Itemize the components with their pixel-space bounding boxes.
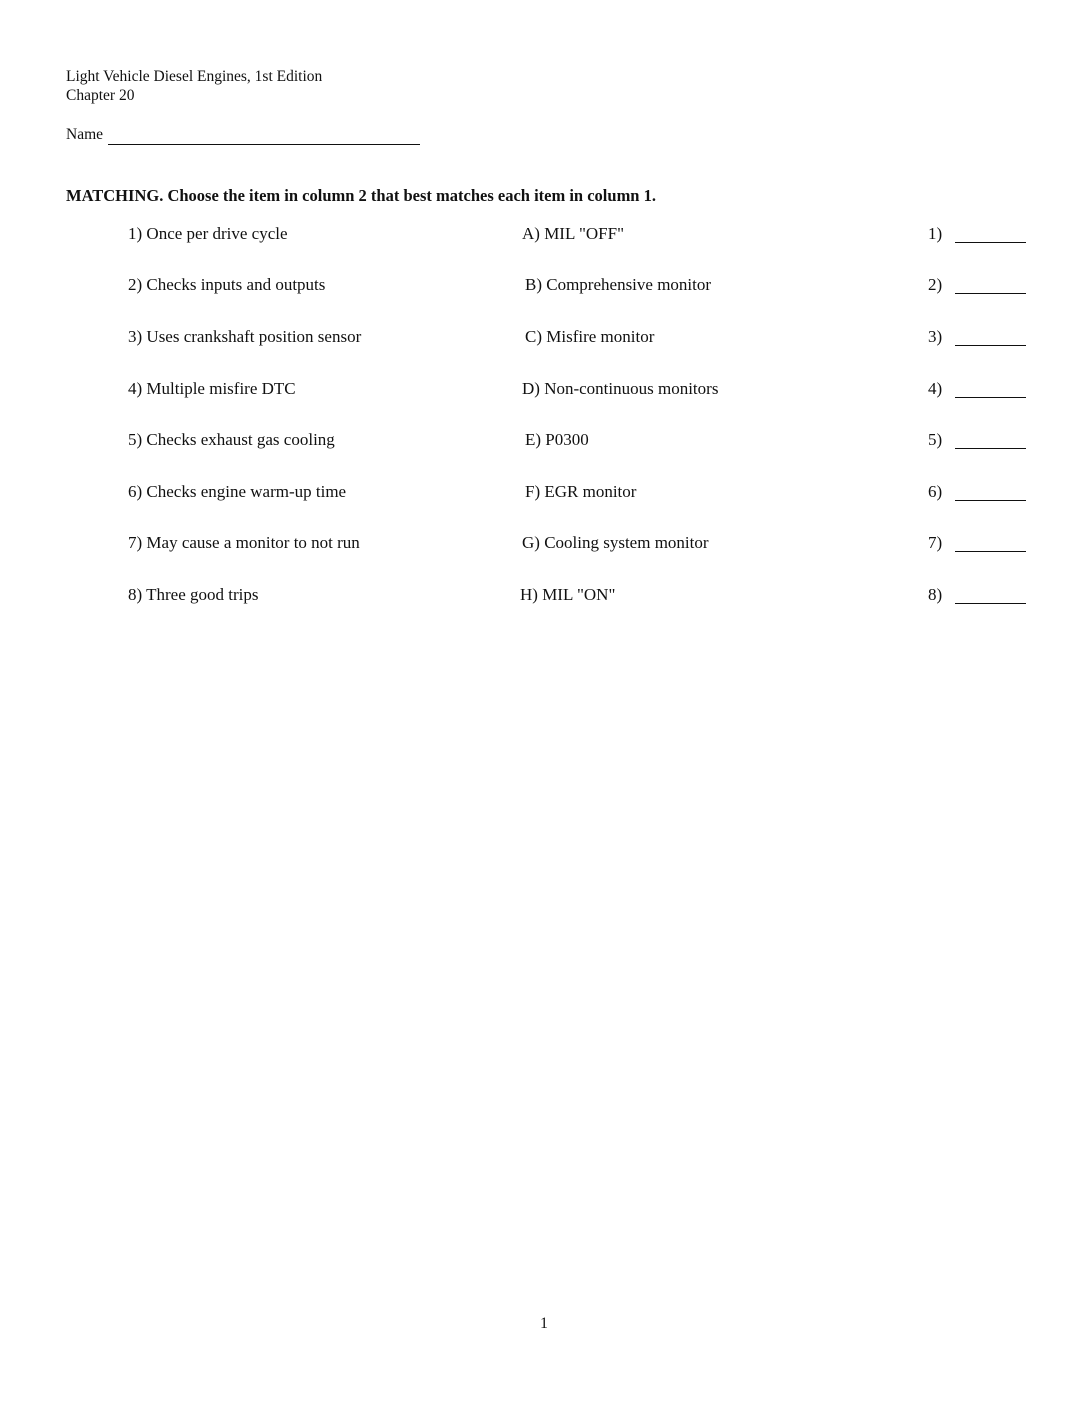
column-2-item: F) EGR monitor [525,482,637,501]
matching-row [0,325,1088,349]
matching-row [0,428,1088,452]
answer-number: 1) [928,224,943,243]
answer-number: 2) [928,275,943,294]
column-2-item: E) P0300 [525,430,589,449]
matching-row [0,273,1088,297]
column-2-item: D) Non-continuous monitors [522,379,719,398]
answer-number: 5) [928,430,943,449]
book-title: Light Vehicle Diesel Engines, 1st Edition [66,68,323,85]
matching-row [0,222,1088,246]
column-1-item: 8) Three good trips [128,585,259,604]
answer-blank[interactable] [955,551,1026,552]
matching-row [0,583,1088,607]
answer-blank[interactable] [955,603,1026,604]
chapter-label: Chapter 20 [66,87,135,104]
column-2-item: H) MIL "ON" [520,585,616,604]
column-1-item: 5) Checks exhaust gas cooling [128,430,335,449]
column-2-item: A) MIL "OFF" [522,224,625,243]
answer-blank[interactable] [955,345,1026,346]
name-field-line[interactable] [108,144,420,145]
name-label: Name [66,126,104,143]
matching-row [0,480,1088,504]
answer-blank[interactable] [955,397,1026,398]
page-number: 1 [540,1315,548,1332]
column-1-item: 3) Uses crankshaft position sensor [128,327,362,346]
answer-number: 7) [928,533,943,552]
column-1-item: 6) Checks engine warm-up time [128,482,347,501]
column-1-item: 7) May cause a monitor to not run [128,533,360,552]
answer-number: 4) [928,379,943,398]
answer-blank[interactable] [955,448,1026,449]
column-1-item: 4) Multiple misfire DTC [128,379,296,398]
column-1-item: 2) Checks inputs and outputs [128,275,326,294]
answer-blank[interactable] [955,500,1026,501]
answer-blank[interactable] [955,242,1026,243]
column-2-item: B) Comprehensive monitor [525,275,712,294]
column-2-item: C) Misfire monitor [525,327,655,346]
matching-row [0,377,1088,401]
answer-number: 8) [928,585,943,604]
matching-row [0,531,1088,555]
answer-blank[interactable] [955,293,1026,294]
matching-instructions: MATCHING. Choose the item in column 2 that best matches each item in column 1. [66,186,656,205]
answer-number: 3) [928,327,943,346]
answer-number: 6) [928,482,943,501]
column-1-item: 1) Once per drive cycle [128,224,288,243]
column-2-item: G) Cooling system monitor [522,533,709,552]
